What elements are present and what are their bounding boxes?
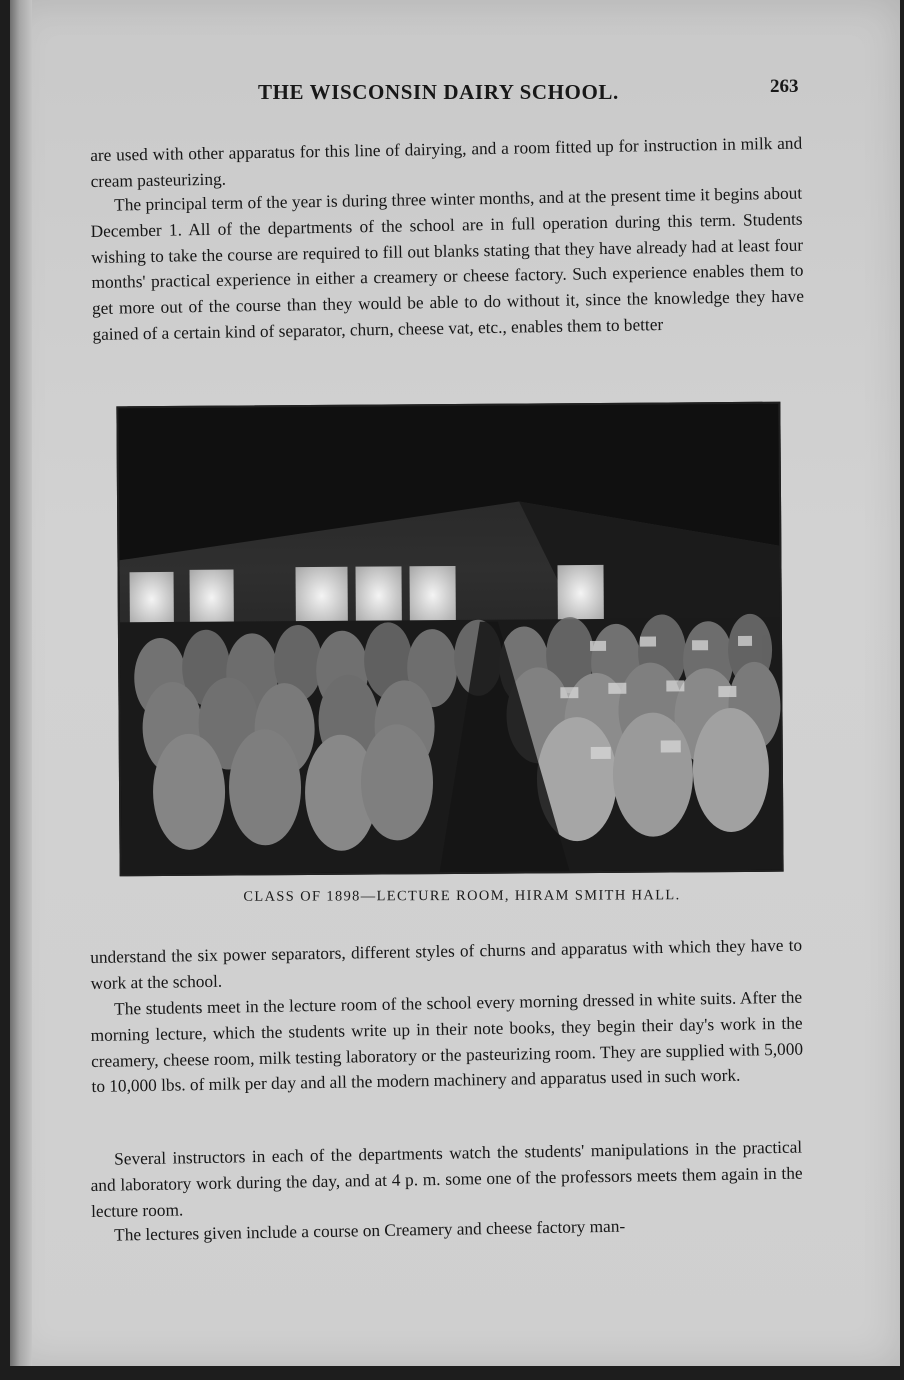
paragraph-morning-lecture: The students meet in the lecture room of the school every morning dressed in white suits. After the morning lecture, which the students write up in their note books, they begin their day's work in the creamery, cheese room, milk testing laboratory or the pasteurizing room. They are supplied with 5,000 to 10,000 lbs. of milk per day and all the modern machinery and apparatus used in such work. bbox=[90, 987, 804, 1097]
room-window-4 bbox=[355, 566, 401, 624]
lecture-room-photo bbox=[116, 402, 783, 877]
lecture-room-photo-art bbox=[118, 404, 781, 875]
running-head: THE WISCONSIN DAIRY SCHOOL. bbox=[258, 80, 619, 104]
paragraph-apparatus: are used with other apparatus for this line of dairying, and a room fitted up for instruction in milk and cream pasteurizing. bbox=[90, 133, 803, 192]
room-window-2 bbox=[190, 570, 234, 626]
room-window-1 bbox=[130, 572, 174, 626]
room-window-5 bbox=[409, 566, 455, 624]
paragraph-instructors: Several instructors in each of the departments watch the students' manipulations in the practical and laboratory work during the day, and at 4 p. m. some one of the professors meets them again in the lecture room. bbox=[90, 1137, 803, 1221]
book-spine-shadow bbox=[10, 0, 32, 1366]
paragraph-lectures: The lectures given include a course on Creamery and cheese factory man- bbox=[114, 1216, 626, 1245]
page-number: 263 bbox=[770, 76, 799, 97]
room-window-6 bbox=[557, 565, 603, 621]
book-page bbox=[10, 0, 900, 1366]
figure-caption: CLASS OF 1898—LECTURE ROOM, HIRAM SMITH HALL. bbox=[243, 887, 681, 905]
paragraph-separators: understand the six power separators, different styles of churns and apparatus with which they have to work at the school. bbox=[90, 935, 803, 994]
paragraph-principal-term: The principal term of the year is during three winter months, and at the present time it begins about December 1. All of the departments of the school are in full operation during this term. Students wishing to take the course are required to fill out blanks stating that they have already had at least four months' practical experience in either a creamery or cheese factory. Such experience enables them to get more out of the course than they would be able to do without it, since the knowledge they have gained of a certain kind of separator, churn, cheese vat, etc., enables them to better bbox=[90, 183, 805, 345]
room-window-3 bbox=[295, 567, 347, 625]
page-header bbox=[10, 76, 900, 106]
